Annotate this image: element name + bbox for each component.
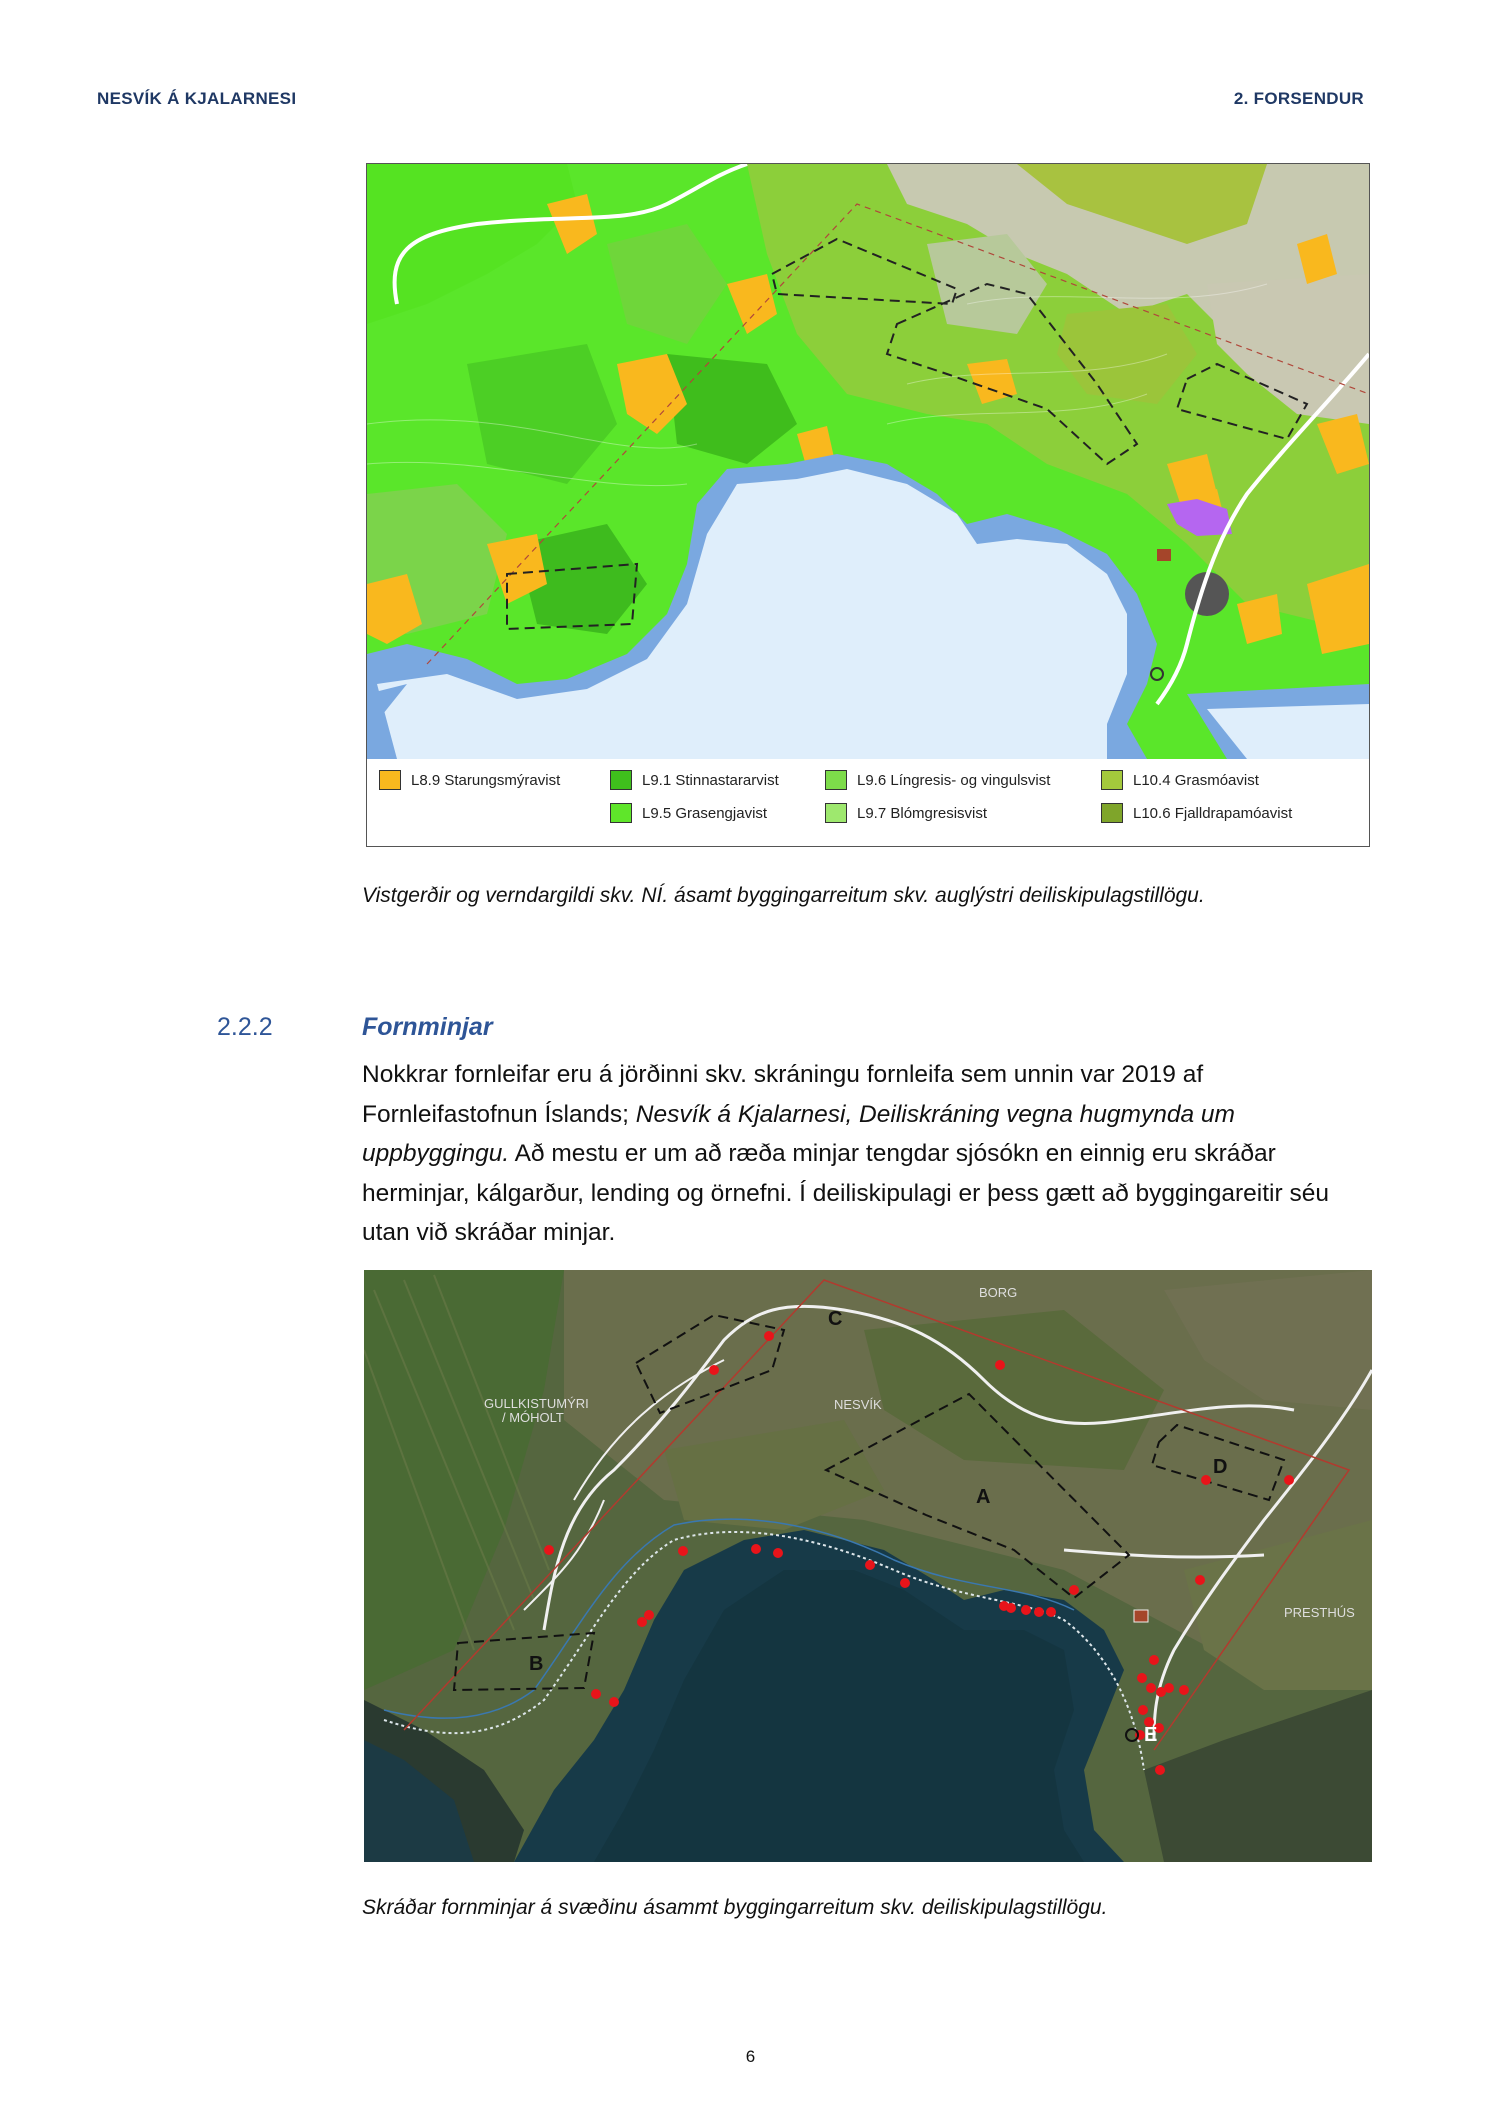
legend-item-l10-4 [1101,769,1259,791]
figure2-caption: Skráðar fornminjar á svæðinu ásammt byggingarreitum skv. deiliskipulagstillögu. [362,1896,1108,1919]
legend-swatch [379,770,401,790]
legend-item-l9-1 [610,769,779,791]
label-borg: BORG [979,1285,1018,1300]
legend-swatch [825,770,847,790]
label-plot-d: D [1213,1456,1228,1478]
legend-item-l9-5 [610,802,767,824]
legend-label: L10.4 Grasmóavist [1133,771,1259,789]
label-plot-b: B [529,1653,544,1675]
legend-label: L8.9 Starungsmýravist [411,771,561,789]
label-gullkistumyri: GULLKISTUMÝRI [484,1396,589,1411]
figure1-caption: Vistgerðir og verndargildi skv. NÍ. ásamt byggingarreitum skv. auglýstri deiliskipulagstillögu. [362,884,1205,907]
section-title: Fornminjar [362,1013,493,1041]
legend-item-l8-9 [379,769,560,791]
running-header-right: 2. FORSENDUR [1233,89,1364,108]
legend-swatch [1101,803,1123,823]
legend-label: L9.6 Língresis- og vingulsvist [857,771,1051,789]
report-title: Nesvík á Kjalarnesi, Deiliskráning vegna hugmynda um uppbyggingu. [362,1100,1235,1167]
habitat-map [367,164,1369,759]
legend-swatch [610,770,632,790]
label-nesvik: NESVÍK [834,1397,882,1412]
body-paragraph [362,1055,1372,1253]
label-plot-a: A [976,1486,991,1508]
legend-swatch [610,803,632,823]
legend-item-l10-6 [1101,802,1292,824]
legend-swatch [1101,770,1123,790]
legend-label: L9.7 Blómgresisvist [857,804,988,822]
aerial-map [364,1270,1372,1862]
archaeology-aerial-figure [364,1270,1372,1862]
habitat-legend [367,759,1369,846]
label-presthus: PRESTHÚS [1284,1605,1355,1620]
running-header-left: NESVÍK Á KJALARNESI [97,89,297,108]
body-text-2: Að mestu er um að ræða minjar tengdar sjósókn en einnig eru skráðar herminjar, kálgarður, lending og örnefni. Í deiliskipulagi er þess gætt að byggingareitir séu utan við skráðar minjar. [362,1140,1329,1246]
label-moholt: / MÓHOLT [502,1410,564,1425]
page-number: 6 [745,2047,756,2066]
section-number: 2.2.2 [217,1013,273,1041]
label-plot-e: E [1144,1724,1158,1746]
legend-label: L10.6 Fjalldrapamóavist [1133,804,1293,822]
legend-item-l9-6 [825,769,1050,791]
habitat-map-figure [366,163,1370,847]
body-text-1: Nokkrar fornleifar eru á jörðinni skv. skráningu fornleifa sem unnin var 2019 af Fornleifastofnun Íslands; [362,1061,1204,1128]
legend-label: L9.1 Stinnastararvist [642,771,779,789]
legend-label: L9.5 Grasengjavist [642,804,768,822]
legend-swatch [825,803,847,823]
legend-item-l9-7 [825,802,987,824]
label-plot-c: C [828,1308,843,1330]
